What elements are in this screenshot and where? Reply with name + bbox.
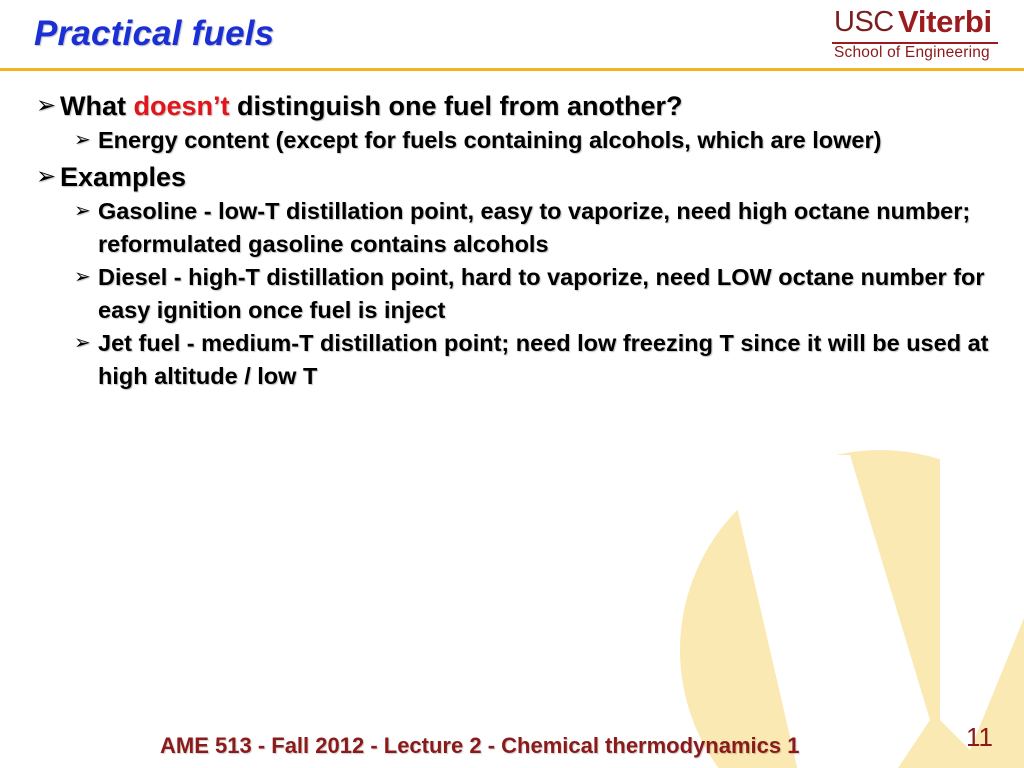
title-divider — [0, 68, 1024, 71]
bullet-examples-text: Examples — [60, 162, 187, 192]
bullet-list — [36, 88, 996, 393]
sub-bullet-text: Diesel - high-T distillation point, hard to vaporize, need LOW octane number for easy ignition once fuel is inject — [98, 264, 985, 323]
sub-bullet-diesel — [74, 261, 996, 327]
bullet-question-post: distinguish one fuel from another? — [229, 91, 683, 121]
logo-usc-text: USC — [834, 6, 894, 38]
sub-bullet-text: Jet fuel - medium-T distillation point; need low freezing T since it will be used at high altitude / low T — [98, 330, 989, 389]
sub-bullet-text: Energy content (except for fuels containing alcohols, which are lower) — [98, 127, 882, 153]
v-watermark-icon — [640, 420, 1024, 768]
arrow-bullet-icon: ➢ — [74, 266, 91, 288]
sub-bullet-gasoline — [74, 195, 996, 261]
arrow-bullet-icon: ➢ — [74, 129, 91, 151]
sub-bullet-jet-fuel — [74, 327, 996, 393]
usc-viterbi-logo — [832, 4, 1002, 62]
logo-viterbi-text: Viterbi — [898, 4, 992, 39]
logo-school-text: School of Engineering — [834, 44, 990, 61]
bullet-question-pre: What — [60, 91, 134, 121]
bullet-question-highlight: doesn’t — [133, 91, 230, 121]
bullet-examples — [36, 159, 996, 195]
page-number: 11 — [966, 722, 993, 752]
footer-text: AME 513 - Fall 2012 - Lecture 2 - Chemical thermodynamics 1 — [160, 733, 800, 758]
arrow-bullet-icon: ➢ — [36, 92, 57, 119]
arrow-bullet-icon: ➢ — [74, 332, 91, 354]
sub-bullet-text: Gasoline - low-T distillation point, easy to vaporize, need high octane number; reformulated gasoline contains alcohols — [98, 198, 971, 257]
sub-bullet-energy — [74, 124, 996, 157]
bullet-question — [36, 88, 996, 124]
arrow-bullet-icon: ➢ — [74, 200, 91, 222]
slide-title: Practical fuels — [34, 14, 275, 53]
arrow-bullet-icon: ➢ — [36, 163, 57, 190]
